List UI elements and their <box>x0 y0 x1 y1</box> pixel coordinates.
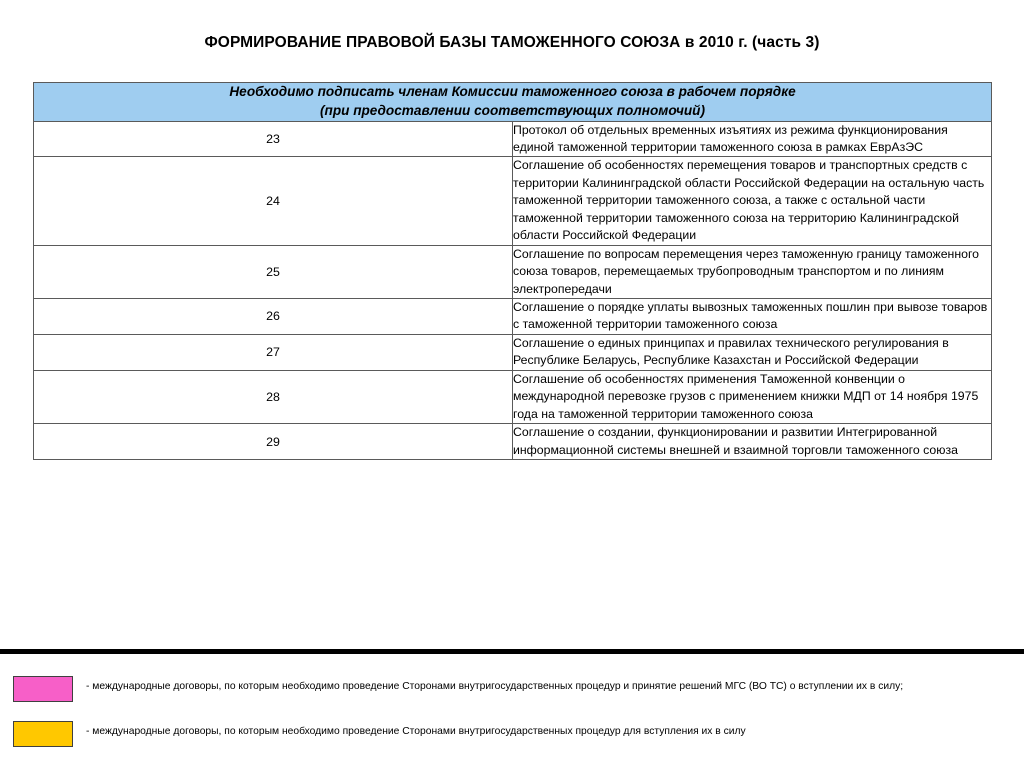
documents-table <box>33 82 992 460</box>
row-text: Соглашение об особенностях применения Таможенной конвенции о международной перевозке грузов с применением книжки МДП от 14 ноября 1975 года на таможенной территории таможенного союза <box>513 370 992 423</box>
table-header-cell <box>34 83 992 122</box>
documents-table-container <box>33 82 992 460</box>
table-row <box>34 370 992 423</box>
row-number: 26 <box>34 299 513 335</box>
row-number: 29 <box>34 424 513 460</box>
row-number: 25 <box>34 245 513 298</box>
legend-label: - международные договоры, по которым необходимо проведение Сторонами внутригосударственных процедур для вступления их в силу <box>86 726 746 737</box>
row-number: 27 <box>34 334 513 370</box>
row-number: 23 <box>34 121 513 157</box>
footer-divider <box>0 649 1024 654</box>
table-header-row <box>34 83 992 122</box>
row-text: Соглашение об особенностях перемещения товаров и транспортных средств с территории Калининградской области Российской Федерации на остальную часть таможенной территории таможенного союза, а также с остальной части таможенной территории таможенного союза на территорию Калининградской области Российской Федерации <box>513 157 992 245</box>
table-row <box>34 245 992 298</box>
row-text: Соглашение по вопросам перемещения через таможенную границу таможенного союза товаров, перемещаемых трубопроводным транспортом и по линиям электропередачи <box>513 245 992 298</box>
table-header-line-1: Необходимо подписать членам Комиссии таможенного союза в рабочем порядке <box>229 84 796 99</box>
table-row <box>34 334 992 370</box>
table-header-line-2: (при предоставлении соответствующих полномочий) <box>319 102 706 118</box>
legend-label: - международные договоры, по которым необходимо проведение Сторонами внутригосударственных процедур и принятие решений МГС (ВО ТС) о вступлении их в силу; <box>86 681 904 692</box>
table-row <box>34 157 992 245</box>
legend <box>0 672 1024 762</box>
row-number: 28 <box>34 370 513 423</box>
legend-item <box>0 717 1024 762</box>
row-text: Соглашение о создании, функционировании и развитии Интегрированной информационной системы внешней и взаимной торговли таможенного союза <box>513 424 992 460</box>
table-row <box>34 299 992 335</box>
row-text: Протокол об отдельных временных изъятиях из режима функционирования единой таможенной территории таможенного союза в рамках ЕврАзЭС <box>513 121 992 157</box>
legend-color-swatch-pink <box>13 676 73 702</box>
table-body <box>34 83 992 460</box>
row-text: Соглашение о единых принципах и правилах технического регулирования в Республике Беларусь, Республике Казахстан и Российской Федерации <box>513 334 992 370</box>
row-text: Соглашение о порядке уплаты вывозных таможенных пошлин при вывозе товаров с таможенной территории таможенного союза <box>513 299 992 335</box>
table-row <box>34 121 992 157</box>
legend-color-swatch-gold <box>13 721 73 747</box>
legend-item <box>0 672 1024 717</box>
row-number: 24 <box>34 157 513 245</box>
table-row <box>34 424 992 460</box>
page-title: ФОРМИРОВАНИЕ ПРАВОВОЙ БАЗЫ ТАМОЖЕННОГО СОЮЗА в 2010 г. (часть 3) <box>204 34 820 51</box>
